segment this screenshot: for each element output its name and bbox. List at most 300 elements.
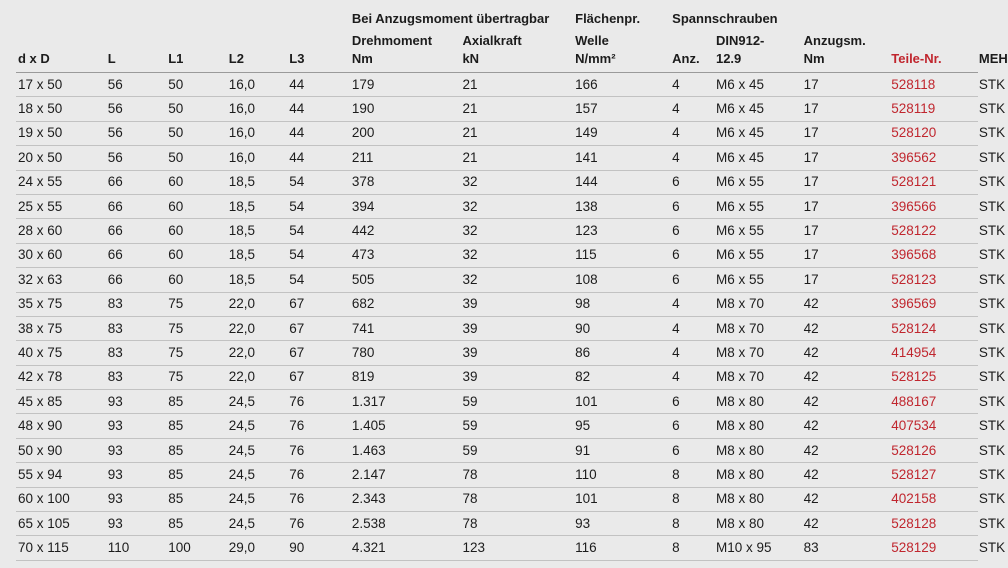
table-row	[16, 316, 978, 340]
cell-axialkraft: 39	[460, 341, 573, 365]
cell-drehmoment: 2.147	[350, 463, 461, 487]
table-body	[16, 73, 1006, 561]
cell-anz: 6	[670, 243, 714, 267]
cell-teile-nr: 528126	[889, 438, 977, 462]
cell-dxD: 65 x 105	[16, 512, 106, 536]
cell-welle: 101	[573, 487, 670, 511]
cell-dxD: 70 x 115	[16, 536, 106, 560]
cell-din912: M6 x 45	[714, 97, 802, 121]
cell-L3: 76	[287, 390, 350, 414]
cell-din912: M6 x 55	[714, 219, 802, 243]
cell-anzugsm: 17	[802, 73, 890, 97]
cell-dxD: 48 x 90	[16, 414, 106, 438]
cell-L3: 54	[287, 219, 350, 243]
cell-drehmoment: 1.317	[350, 390, 461, 414]
cell-anz: 4	[670, 146, 714, 170]
cell-welle: 108	[573, 268, 670, 292]
cell-L3: 44	[287, 146, 350, 170]
cell-L: 93	[106, 512, 167, 536]
table-row	[16, 146, 978, 170]
table-row	[16, 463, 978, 487]
cell-L: 56	[106, 146, 167, 170]
cell-meh: STK	[977, 463, 978, 487]
cell-anz: 8	[670, 463, 714, 487]
cell-L: 93	[106, 463, 167, 487]
cell-drehmoment: 741	[350, 316, 461, 340]
cell-drehmoment: 2.538	[350, 512, 461, 536]
cell-din912: M6 x 45	[714, 146, 802, 170]
header-din	[714, 30, 802, 73]
header-drehmoment-label: Drehmoment	[351, 33, 433, 48]
cell-meh: STK	[977, 97, 978, 121]
cell-L1: 50	[166, 121, 227, 145]
cell-L2: 22,0	[227, 292, 288, 316]
cell-teile-nr: 528120	[889, 121, 977, 145]
cell-L2: 18,5	[227, 243, 288, 267]
cell-L1: 85	[166, 487, 227, 511]
cell-drehmoment: 4.321	[350, 536, 461, 560]
cell-dxD: 17 x 50	[16, 73, 106, 97]
cell-L: 93	[106, 414, 167, 438]
cell-welle: 86	[573, 341, 670, 365]
cell-L2: 16,0	[227, 73, 288, 97]
cell-L2: 22,0	[227, 341, 288, 365]
cell-anz: 6	[670, 268, 714, 292]
cell-meh: STK	[977, 73, 978, 97]
cell-L2: 18,5	[227, 219, 288, 243]
cell-anz: 4	[670, 292, 714, 316]
cell-L: 83	[106, 292, 167, 316]
header-meh: MEH	[977, 30, 978, 73]
cell-dxD: 45 x 85	[16, 390, 106, 414]
cell-anz: 6	[670, 438, 714, 462]
table-row	[16, 243, 978, 267]
cell-dxD: 20 x 50	[16, 146, 106, 170]
cell-anz: 8	[670, 536, 714, 560]
cell-din912: M8 x 70	[714, 341, 802, 365]
cell-axialkraft: 39	[460, 365, 573, 389]
cell-meh: STK	[977, 292, 978, 316]
cell-teile-nr: 396566	[889, 194, 977, 218]
cell-dxD: 55 x 94	[16, 463, 106, 487]
cell-L1: 75	[166, 365, 227, 389]
cell-L3: 76	[287, 487, 350, 511]
table-row	[16, 438, 978, 462]
cell-welle: 90	[573, 316, 670, 340]
cell-L1: 50	[166, 73, 227, 97]
cell-anzugsm: 42	[802, 341, 890, 365]
cell-L1: 85	[166, 438, 227, 462]
table-row	[16, 512, 978, 536]
cell-din912: M8 x 80	[714, 512, 802, 536]
cell-anz: 6	[670, 170, 714, 194]
cell-dxD: 40 x 75	[16, 341, 106, 365]
table-header	[16, 10, 1008, 73]
cell-axialkraft: 21	[460, 73, 573, 97]
cell-meh: STK	[977, 243, 978, 267]
cell-din912: M8 x 80	[714, 463, 802, 487]
cell-drehmoment: 819	[350, 365, 461, 389]
cell-anzugsm: 17	[802, 121, 890, 145]
cell-anzugsm: 42	[802, 316, 890, 340]
cell-meh: STK	[977, 487, 978, 511]
cell-L: 56	[106, 97, 167, 121]
clamping-set-spec-table	[16, 10, 1008, 561]
cell-L: 56	[106, 73, 167, 97]
table-row	[16, 414, 978, 438]
header-welle	[573, 30, 670, 73]
table-row	[16, 97, 978, 121]
cell-L1: 60	[166, 170, 227, 194]
cell-L3: 44	[287, 73, 350, 97]
header-L3: L3	[287, 30, 350, 73]
cell-L3: 67	[287, 341, 350, 365]
cell-axialkraft: 21	[460, 146, 573, 170]
header-anzugsm-unit: Nm	[803, 51, 825, 66]
header-L1: L1	[166, 30, 227, 73]
cell-L1: 60	[166, 243, 227, 267]
cell-drehmoment: 682	[350, 292, 461, 316]
cell-L1: 75	[166, 316, 227, 340]
cell-welle: 138	[573, 194, 670, 218]
cell-teile-nr: 528122	[889, 219, 977, 243]
cell-drehmoment: 200	[350, 121, 461, 145]
cell-welle: 116	[573, 536, 670, 560]
cell-L: 110	[106, 536, 167, 560]
header-anzugsm-label: Anzugsm.	[803, 33, 866, 48]
cell-L2: 18,5	[227, 194, 288, 218]
cell-L3: 67	[287, 316, 350, 340]
header-group-anzugsmoment: Bei Anzugsmoment übertragbar	[351, 11, 550, 26]
cell-L: 83	[106, 316, 167, 340]
cell-axialkraft: 21	[460, 97, 573, 121]
cell-drehmoment: 190	[350, 97, 461, 121]
cell-L3: 76	[287, 438, 350, 462]
cell-anz: 6	[670, 194, 714, 218]
cell-din912: M6 x 55	[714, 194, 802, 218]
cell-anz: 4	[670, 97, 714, 121]
cell-anz: 4	[670, 73, 714, 97]
cell-teile-nr: 414954	[889, 341, 977, 365]
table-row	[16, 390, 978, 414]
cell-welle: 141	[573, 146, 670, 170]
cell-L3: 76	[287, 414, 350, 438]
cell-L: 66	[106, 194, 167, 218]
cell-meh: STK	[977, 146, 978, 170]
cell-din912: M10 x 95	[714, 536, 802, 560]
cell-teile-nr: 407534	[889, 414, 977, 438]
cell-drehmoment: 473	[350, 243, 461, 267]
table-row	[16, 365, 978, 389]
cell-drehmoment: 378	[350, 170, 461, 194]
cell-L: 66	[106, 219, 167, 243]
cell-anzugsm: 42	[802, 512, 890, 536]
cell-teile-nr: 528128	[889, 512, 977, 536]
header-L: L	[106, 30, 167, 73]
cell-L2: 24,5	[227, 414, 288, 438]
cell-L: 93	[106, 390, 167, 414]
cell-L3: 44	[287, 121, 350, 145]
cell-axialkraft: 78	[460, 487, 573, 511]
cell-anz: 4	[670, 341, 714, 365]
cell-meh: STK	[977, 121, 978, 145]
table-row	[16, 121, 978, 145]
cell-L: 66	[106, 268, 167, 292]
cell-drehmoment: 2.343	[350, 487, 461, 511]
cell-anzugsm: 42	[802, 487, 890, 511]
cell-L3: 54	[287, 243, 350, 267]
cell-drehmoment: 442	[350, 219, 461, 243]
cell-L3: 67	[287, 365, 350, 389]
cell-L: 56	[106, 121, 167, 145]
cell-L: 83	[106, 341, 167, 365]
cell-drehmoment: 211	[350, 146, 461, 170]
cell-L3: 44	[287, 97, 350, 121]
header-axialkraft-unit: kN	[462, 51, 480, 66]
cell-din912: M6 x 45	[714, 73, 802, 97]
cell-meh: STK	[977, 390, 978, 414]
cell-L2: 16,0	[227, 121, 288, 145]
cell-anz: 6	[670, 414, 714, 438]
cell-anz: 8	[670, 487, 714, 511]
cell-axialkraft: 59	[460, 390, 573, 414]
cell-L1: 75	[166, 292, 227, 316]
cell-welle: 95	[573, 414, 670, 438]
cell-anz: 4	[670, 121, 714, 145]
cell-anz: 8	[670, 512, 714, 536]
header-din-grade: 12.9	[715, 51, 742, 66]
cell-axialkraft: 39	[460, 316, 573, 340]
cell-axialkraft: 32	[460, 194, 573, 218]
cell-dxD: 18 x 50	[16, 97, 106, 121]
cell-L3: 90	[287, 536, 350, 560]
cell-meh: STK	[977, 268, 978, 292]
cell-din912: M8 x 80	[714, 414, 802, 438]
cell-L2: 22,0	[227, 365, 288, 389]
cell-welle: 110	[573, 463, 670, 487]
cell-meh: STK	[977, 536, 978, 560]
cell-dxD: 42 x 78	[16, 365, 106, 389]
cell-teile-nr: 528125	[889, 365, 977, 389]
cell-teile-nr: 396562	[889, 146, 977, 170]
cell-axialkraft: 78	[460, 512, 573, 536]
cell-drehmoment: 780	[350, 341, 461, 365]
cell-axialkraft: 32	[460, 243, 573, 267]
cell-dxD: 19 x 50	[16, 121, 106, 145]
header-group-row	[16, 10, 978, 30]
cell-L: 93	[106, 487, 167, 511]
header-welle-label: Welle	[575, 33, 609, 48]
cell-L1: 50	[166, 146, 227, 170]
cell-drehmoment: 394	[350, 194, 461, 218]
cell-L1: 60	[166, 268, 227, 292]
cell-axialkraft: 59	[460, 414, 573, 438]
cell-L1: 100	[166, 536, 227, 560]
cell-meh: STK	[977, 170, 978, 194]
table-row	[16, 73, 978, 97]
cell-anzugsm: 42	[802, 365, 890, 389]
cell-L: 83	[106, 365, 167, 389]
table-row	[16, 536, 978, 560]
cell-L1: 50	[166, 97, 227, 121]
cell-L1: 60	[166, 194, 227, 218]
cell-teile-nr: 528118	[889, 73, 977, 97]
cell-meh: STK	[977, 219, 978, 243]
header-welle-unit: N/mm²	[575, 51, 616, 66]
cell-drehmoment: 179	[350, 73, 461, 97]
cell-dxD: 50 x 90	[16, 438, 106, 462]
cell-meh: STK	[977, 438, 978, 462]
cell-anzugsm: 42	[802, 463, 890, 487]
table-row	[16, 194, 978, 218]
cell-L3: 67	[287, 292, 350, 316]
cell-din912: M8 x 70	[714, 365, 802, 389]
cell-axialkraft: 123	[460, 536, 573, 560]
cell-anzugsm: 17	[802, 146, 890, 170]
cell-L2: 24,5	[227, 390, 288, 414]
cell-L3: 76	[287, 512, 350, 536]
table-row	[16, 292, 978, 316]
header-din-label: DIN912-	[715, 33, 765, 48]
cell-dxD: 60 x 100	[16, 487, 106, 511]
cell-teile-nr: 528119	[889, 97, 977, 121]
cell-din912: M8 x 80	[714, 438, 802, 462]
header-dxD: d x D	[16, 30, 106, 73]
cell-L2: 18,5	[227, 268, 288, 292]
cell-meh: STK	[977, 194, 978, 218]
cell-anz: 6	[670, 219, 714, 243]
cell-teile-nr: 528123	[889, 268, 977, 292]
header-group-spannschrauben: Spannschrauben	[672, 11, 778, 26]
cell-din912: M6 x 55	[714, 170, 802, 194]
cell-din912: M8 x 70	[714, 292, 802, 316]
cell-welle: 123	[573, 219, 670, 243]
cell-axialkraft: 32	[460, 170, 573, 194]
cell-meh: STK	[977, 341, 978, 365]
cell-welle: 82	[573, 365, 670, 389]
cell-meh: STK	[977, 365, 978, 389]
cell-anzugsm: 17	[802, 97, 890, 121]
cell-anzugsm: 42	[802, 390, 890, 414]
cell-teile-nr: 528121	[889, 170, 977, 194]
cell-dxD: 38 x 75	[16, 316, 106, 340]
cell-axialkraft: 32	[460, 268, 573, 292]
cell-axialkraft: 21	[460, 121, 573, 145]
cell-anzugsm: 17	[802, 268, 890, 292]
header-group-flaechenpr: Flächenpr.	[575, 11, 641, 26]
cell-anzugsm: 83	[802, 536, 890, 560]
cell-drehmoment: 505	[350, 268, 461, 292]
cell-din912: M8 x 80	[714, 487, 802, 511]
cell-L2: 29,0	[227, 536, 288, 560]
cell-din912: M6 x 45	[714, 121, 802, 145]
header-drehmoment	[350, 30, 461, 73]
cell-teile-nr: 528127	[889, 463, 977, 487]
cell-teile-nr: 396569	[889, 292, 977, 316]
cell-welle: 101	[573, 390, 670, 414]
header-drehmoment-unit: Nm	[351, 51, 373, 66]
cell-axialkraft: 78	[460, 463, 573, 487]
header-column-row	[16, 30, 978, 73]
cell-meh: STK	[977, 316, 978, 340]
cell-L2: 24,5	[227, 438, 288, 462]
cell-anz: 6	[670, 390, 714, 414]
cell-dxD: 25 x 55	[16, 194, 106, 218]
cell-axialkraft: 32	[460, 219, 573, 243]
cell-L2: 16,0	[227, 97, 288, 121]
cell-dxD: 24 x 55	[16, 170, 106, 194]
header-anz: Anz.	[670, 30, 714, 73]
cell-welle: 91	[573, 438, 670, 462]
cell-anzugsm: 17	[802, 194, 890, 218]
cell-welle: 149	[573, 121, 670, 145]
cell-drehmoment: 1.463	[350, 438, 461, 462]
cell-anzugsm: 17	[802, 219, 890, 243]
cell-L3: 76	[287, 463, 350, 487]
cell-anzugsm: 42	[802, 414, 890, 438]
table-row	[16, 341, 978, 365]
cell-anzugsm: 17	[802, 243, 890, 267]
cell-dxD: 35 x 75	[16, 292, 106, 316]
header-axialkraft-label: Axialkraft	[462, 33, 522, 48]
cell-welle: 98	[573, 292, 670, 316]
cell-L2: 24,5	[227, 512, 288, 536]
cell-welle: 157	[573, 97, 670, 121]
cell-L3: 54	[287, 194, 350, 218]
cell-teile-nr: 402158	[889, 487, 977, 511]
cell-din912: M8 x 80	[714, 390, 802, 414]
header-axialkraft	[460, 30, 573, 73]
cell-dxD: 32 x 63	[16, 268, 106, 292]
cell-drehmoment: 1.405	[350, 414, 461, 438]
cell-meh: STK	[977, 512, 978, 536]
cell-welle: 144	[573, 170, 670, 194]
header-anzugsm	[802, 30, 890, 73]
table-row	[16, 487, 978, 511]
cell-L2: 16,0	[227, 146, 288, 170]
cell-anzugsm: 17	[802, 170, 890, 194]
cell-L1: 75	[166, 341, 227, 365]
header-L2: L2	[227, 30, 288, 73]
cell-welle: 115	[573, 243, 670, 267]
cell-L: 93	[106, 438, 167, 462]
cell-din912: M6 x 55	[714, 268, 802, 292]
table-row	[16, 170, 978, 194]
cell-L1: 85	[166, 463, 227, 487]
cell-anz: 4	[670, 316, 714, 340]
cell-axialkraft: 39	[460, 292, 573, 316]
cell-L2: 24,5	[227, 487, 288, 511]
cell-L2: 22,0	[227, 316, 288, 340]
cell-teile-nr: 528129	[889, 536, 977, 560]
cell-din912: M6 x 55	[714, 243, 802, 267]
cell-L1: 85	[166, 390, 227, 414]
cell-L: 66	[106, 170, 167, 194]
cell-teile-nr: 488167	[889, 390, 977, 414]
cell-meh: STK	[977, 414, 978, 438]
cell-din912: M8 x 70	[714, 316, 802, 340]
cell-welle: 93	[573, 512, 670, 536]
cell-L: 66	[106, 243, 167, 267]
header-teile-nr: Teile-Nr.	[889, 30, 977, 73]
cell-L3: 54	[287, 170, 350, 194]
cell-axialkraft: 59	[460, 438, 573, 462]
cell-anz: 4	[670, 365, 714, 389]
cell-anzugsm: 42	[802, 292, 890, 316]
cell-dxD: 28 x 60	[16, 219, 106, 243]
cell-dxD: 30 x 60	[16, 243, 106, 267]
cell-L3: 54	[287, 268, 350, 292]
